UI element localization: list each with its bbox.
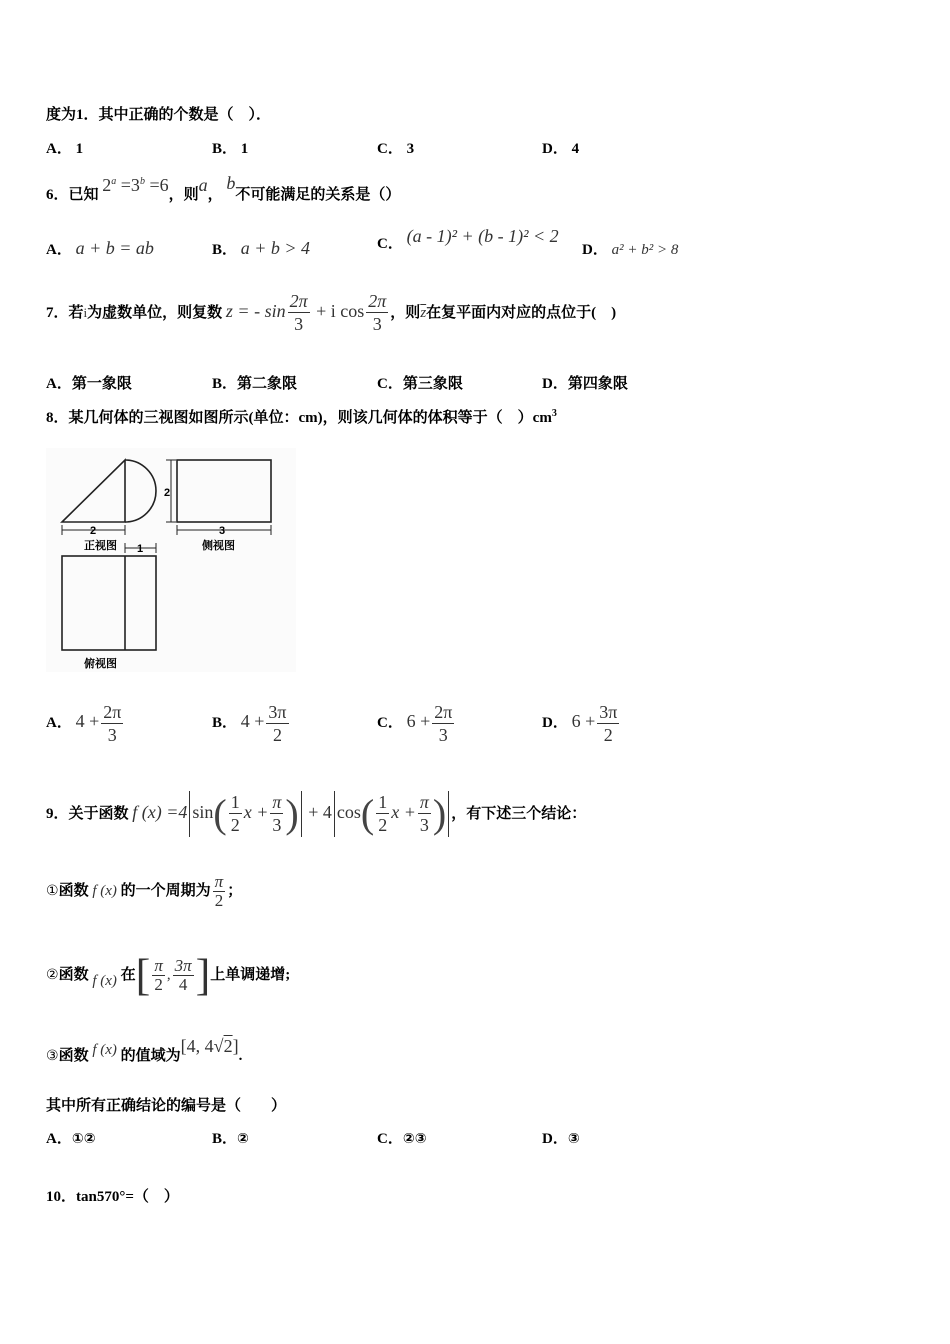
option-expr: a² + b² > 8 [611, 242, 679, 258]
option-text: 1 [75, 141, 84, 157]
frac-den: 4 [178, 975, 188, 995]
option-label: B． [212, 376, 238, 392]
q9-prefix: 关于函数 [68, 806, 129, 822]
option-label: A． [46, 376, 72, 392]
option-label: B． [212, 1131, 238, 1147]
q9-conclusion-3 [46, 1036, 242, 1074]
option-text: ①② [71, 1131, 96, 1147]
q6-condition [102, 175, 168, 195]
range-expr [181, 1036, 239, 1056]
option-expr: a + b = ab [75, 238, 154, 258]
option-frac [597, 701, 619, 746]
q9-frac-pi [270, 791, 283, 836]
q6-var-a: a [198, 175, 208, 195]
q8-option-b[interactable] [212, 696, 291, 748]
q7-zbar: $\overline{z}$ [420, 305, 427, 321]
q8-text: 某几何体的三视图如图所示(单位：cm)，则该几何体的体积等于（ ）cm [68, 410, 552, 426]
q6-option-b[interactable] [212, 238, 310, 259]
q6-option-d[interactable] [582, 238, 678, 259]
q5-option-d[interactable] [542, 137, 579, 158]
q9-option-d[interactable] [542, 1127, 580, 1148]
conclusion-end: 上单调递增; [210, 967, 291, 983]
interval-frac-2 [173, 957, 194, 994]
option-expr: (a - 1)² + (b - 1)² < 2 [406, 226, 559, 246]
side-view-label: 侧视图 [202, 539, 235, 552]
q5-option-c[interactable] [377, 137, 414, 158]
option-label: B． [212, 715, 238, 731]
paren-left: ( [213, 790, 227, 836]
q6-cond-lhs-exp: a [111, 176, 117, 187]
q6-cond-rhs: =6 [144, 175, 169, 195]
q9-x-plus: x + [243, 802, 269, 822]
option-label: D． [542, 141, 568, 157]
option-text: 第二象限 [237, 376, 298, 392]
frac-num: π [272, 792, 282, 813]
question-number: 10． [46, 1189, 77, 1205]
frac-num: 2π [434, 702, 453, 723]
circled-mark: ③ [46, 1048, 59, 1064]
dim-side-width: 3 [219, 525, 226, 537]
dim-front-width: 2 [90, 525, 97, 537]
option-label: C． [377, 141, 403, 157]
question-number: 6． [46, 187, 69, 203]
range-left: [4, 4 [180, 1036, 214, 1056]
q6-prefix: 已知 [68, 187, 99, 203]
q9-conclusion-1 [46, 866, 242, 916]
bracket-left: [ [135, 950, 151, 1000]
q8-stem [46, 406, 557, 427]
conclusion-pre: 函数 [58, 1048, 89, 1064]
frac-den: 3 [419, 815, 429, 836]
option-label: A． [46, 141, 72, 157]
q6-then: ，则 [168, 187, 199, 203]
frac-den: 3 [372, 314, 382, 335]
q5-option-b[interactable] [212, 137, 248, 158]
option-text: ②③ [402, 1131, 427, 1147]
option-int: 6 + [406, 711, 431, 731]
q6-cond-mid-exp: b [139, 176, 145, 187]
q8-unit-exp: 3 [551, 408, 557, 419]
q7-suffix: 在复平面内对应的点位于( ) [426, 305, 617, 321]
abs-bar [189, 791, 190, 837]
frac-num: 3π [599, 702, 618, 723]
option-text: 第四象限 [567, 376, 628, 392]
interval-frac-1 [152, 957, 165, 994]
frac-den: 3 [438, 725, 448, 746]
frac-num: 3π [268, 702, 287, 723]
q6-cond-mid: =3 [116, 175, 140, 195]
q5-option-a[interactable] [46, 137, 83, 158]
option-label: D． [582, 242, 608, 258]
q6-sep: ， [207, 187, 223, 203]
frac-num: 3π [174, 956, 192, 976]
frac-num: π [419, 792, 429, 813]
frac-den: 3 [107, 725, 117, 746]
frac-den: 3 [272, 815, 282, 836]
q7-text: 为虚数单位，则复数 [87, 305, 223, 321]
option-label: A． [46, 1131, 72, 1147]
sqrt-sign: √ [213, 1036, 224, 1056]
option-label: B． [212, 242, 238, 258]
conclusion-mid: 的值域为 [120, 1048, 181, 1064]
q6-stem [46, 172, 400, 213]
q7-option-c[interactable] [377, 372, 463, 393]
q9-x-plus: x + [391, 802, 416, 822]
paren-right: ) [432, 790, 447, 836]
q9-question: 其中所有正确结论的编号是（ ） [46, 1098, 287, 1114]
q9-option-a[interactable] [46, 1127, 96, 1148]
q9-fx: f (x) =4 [132, 802, 188, 822]
option-text: 3 [406, 141, 415, 157]
option-label: D． [542, 376, 568, 392]
option-text: ② [237, 1131, 249, 1147]
option-label: C． [377, 715, 403, 731]
option-text: 4 [571, 141, 580, 157]
abs-bar [301, 791, 302, 837]
q6-var-b: b [226, 173, 236, 193]
frac-den: 2 [214, 891, 224, 911]
frac-num: π [154, 956, 163, 976]
frac-den: 2 [378, 815, 388, 836]
conclusion-pre: 函数 [58, 967, 89, 983]
q9-stem [46, 782, 586, 844]
option-frac [101, 701, 123, 746]
q10-stem [46, 1185, 179, 1206]
q7-expression [225, 291, 390, 335]
frac-num: π [214, 872, 224, 892]
bracket-right: ] [195, 950, 211, 1000]
question-number: 7． [46, 305, 69, 321]
option-int: 6 + [571, 711, 596, 731]
q9-option-c[interactable] [377, 1127, 427, 1148]
option-label: B． [212, 141, 238, 157]
q7-option-d[interactable] [542, 372, 628, 393]
abs-bar [334, 791, 335, 837]
option-text: 第三象限 [402, 376, 463, 392]
sqrt-value: 2 [223, 1036, 233, 1056]
option-label: C． [377, 236, 403, 252]
q9-function [132, 790, 451, 836]
q7-frac-2 [366, 290, 388, 335]
frac-den: 2 [272, 725, 282, 746]
q6-option-a[interactable] [46, 238, 154, 259]
q5-tail: 度为1．其中正确的个数是（ ）． [46, 107, 272, 123]
frac-num: 1 [378, 792, 388, 813]
q8-option-a[interactable] [46, 696, 125, 748]
frac-den: 2 [603, 725, 613, 746]
top-view-label: 俯视图 [84, 657, 117, 670]
option-label: C． [377, 376, 403, 392]
option-text: 第一象限 [71, 376, 132, 392]
q8-option-d[interactable] [542, 696, 621, 748]
frac-num: 2π [103, 702, 122, 723]
front-view-label: 正视图 [84, 539, 117, 552]
q6-option-c[interactable] [377, 226, 559, 253]
option-int: 4 + [75, 711, 100, 731]
conclusion-end: ； [227, 883, 243, 899]
frac-den: 3 [294, 314, 304, 335]
q9-frac-half-2 [376, 791, 389, 836]
three-view-figure [46, 448, 296, 672]
circled-mark: ② [46, 967, 59, 983]
dim-height: 2 [164, 487, 171, 499]
option-label: D． [542, 715, 568, 731]
option-frac [432, 701, 454, 746]
frac-num: 1 [230, 792, 240, 813]
abs-bar [448, 791, 449, 837]
conclusion-mid: 的一个周期为 [120, 883, 211, 899]
q7-option-a[interactable] [46, 372, 132, 393]
q7-z-lhs: z = - sin [225, 301, 286, 321]
option-int: 4 + [240, 711, 265, 731]
conclusion-end: . [238, 1048, 243, 1064]
q9-plus4: + 4 [308, 802, 332, 822]
q10-text: tan570°=（ ） [76, 1189, 179, 1205]
conclusion-mid: 在 [120, 967, 136, 983]
frac-den: 2 [230, 815, 240, 836]
circled-mark: ① [46, 883, 59, 899]
conclusion-f: f (x) [92, 883, 117, 899]
frac-num: 2π [289, 291, 308, 312]
question-number: 8． [46, 410, 69, 426]
q9-frac-half [229, 791, 242, 836]
paren-right: ) [285, 790, 299, 836]
conclusion-pre: 函数 [58, 883, 89, 899]
q9-option-b[interactable] [212, 1127, 249, 1148]
option-text: ③ [567, 1131, 580, 1147]
interval-comma: , [166, 967, 171, 983]
question-number: 9． [46, 806, 69, 822]
option-text: 1 [240, 141, 249, 157]
option-expr: a + b > 4 [240, 238, 311, 258]
paren-left: ( [360, 790, 375, 836]
q7-stem [46, 286, 616, 338]
q7-then: ，则 [390, 305, 421, 321]
conclusion-f: f (x) [92, 1042, 117, 1058]
q9-suffix: ，有下述三个结论： [451, 806, 587, 822]
q9-sin: sin [192, 802, 214, 822]
q7-mid: + i cos [311, 301, 365, 321]
q7-prefix: 若 [68, 305, 84, 321]
option-label: C． [377, 1131, 403, 1147]
q9-conclusion-2 [46, 948, 290, 1003]
q9-cos: cos [336, 802, 361, 822]
q8-option-c[interactable] [377, 696, 456, 748]
option-frac [266, 701, 288, 746]
conclusion-frac [213, 873, 226, 910]
option-label: A． [46, 715, 72, 731]
frac-den: 2 [154, 975, 163, 995]
conclusion-f: f (x) [92, 973, 117, 989]
option-label: D． [542, 1131, 568, 1147]
q7-var-i: i [83, 305, 88, 320]
q6-suffix: 不可能满足的关系是（） [235, 187, 401, 203]
q7-frac-1 [288, 290, 310, 335]
q6-cond-lhs: 2 [102, 175, 112, 195]
q9-frac-pi-2 [418, 791, 431, 836]
option-label: A． [46, 242, 72, 258]
range-right: ] [232, 1036, 239, 1056]
frac-num: 2π [368, 291, 387, 312]
q7-option-b[interactable] [212, 372, 297, 393]
dim-top-width: 1 [137, 543, 144, 555]
